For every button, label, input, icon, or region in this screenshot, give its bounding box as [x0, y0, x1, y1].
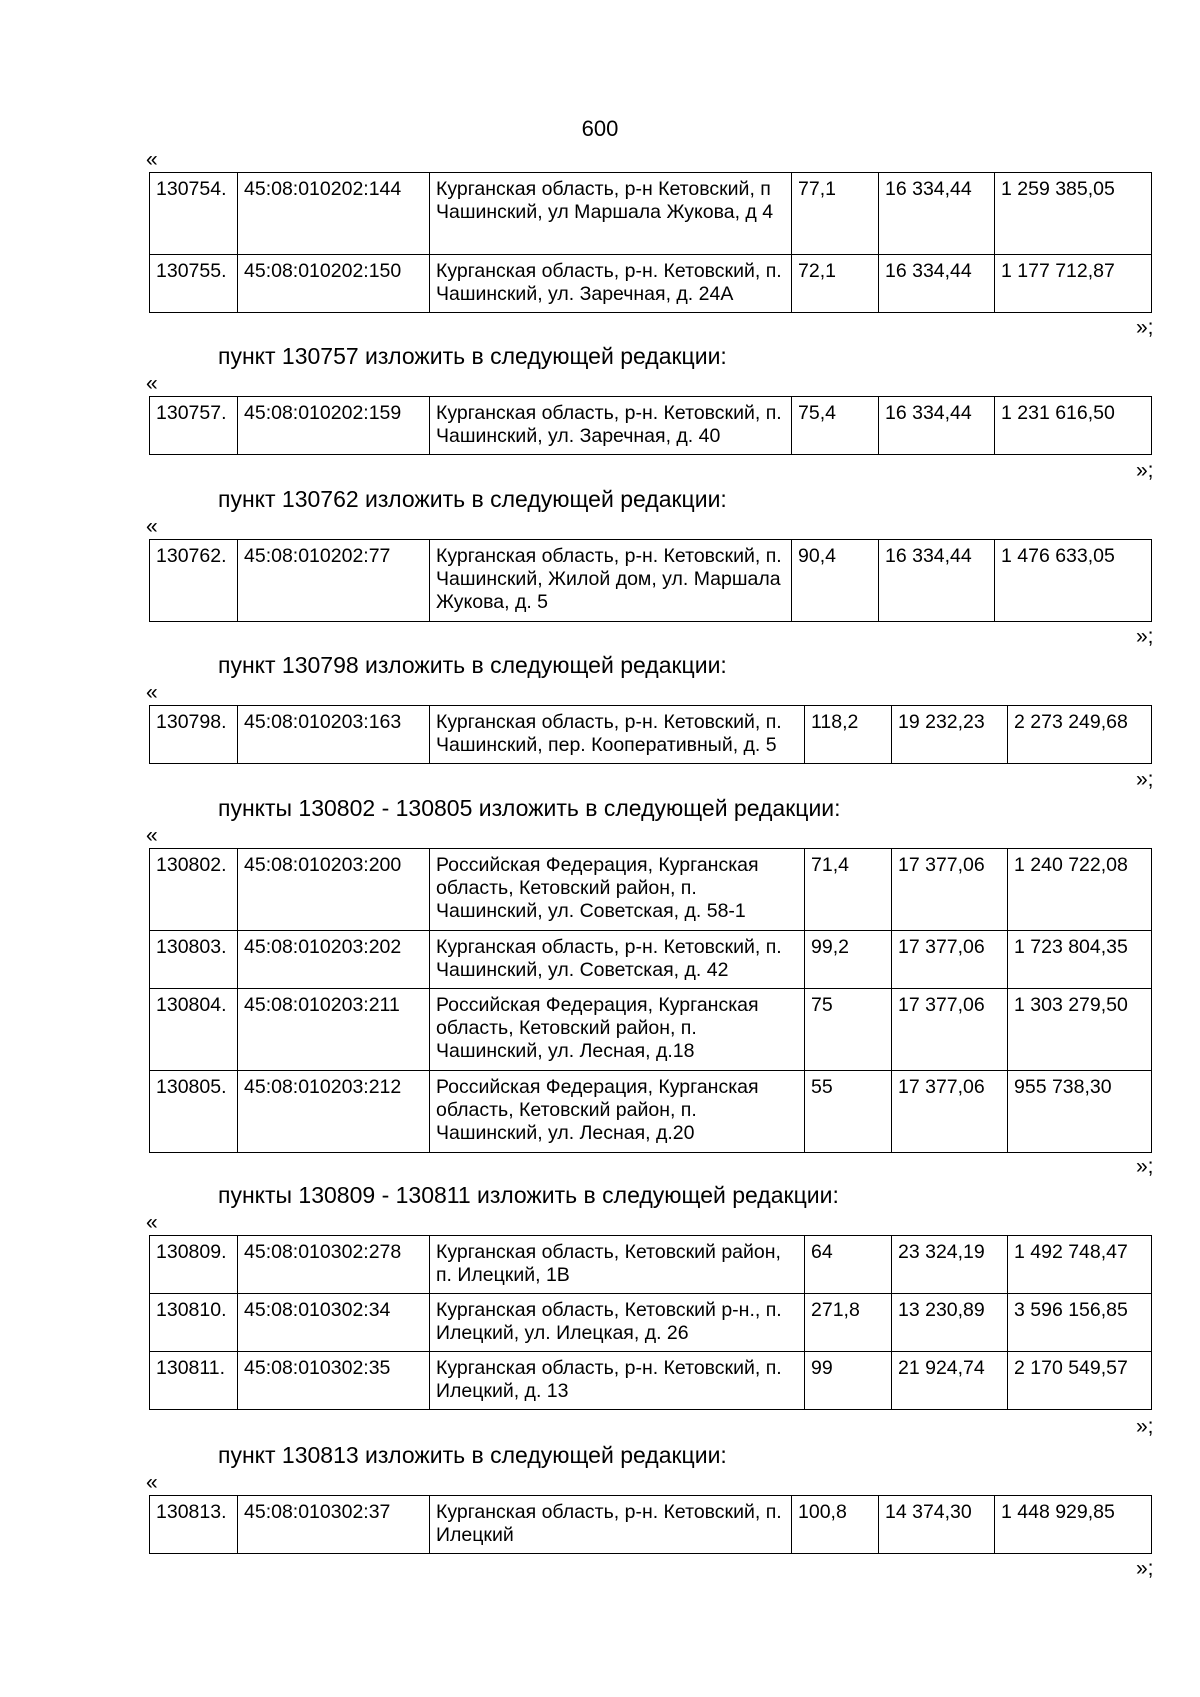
- instruction-text: пункт 130798 изложить в следующей редакции:: [218, 652, 727, 678]
- cadastral-value: 1 231 616,50: [995, 397, 1152, 455]
- area: 75: [805, 989, 892, 1071]
- rate: 21 924,74: [892, 1352, 1008, 1410]
- row-number: 130803.: [150, 931, 238, 989]
- area: 271,8: [805, 1294, 892, 1352]
- close-quote: »;: [1136, 1557, 1154, 1580]
- registry-table: [149, 1495, 1152, 1554]
- row-number: 130757.: [150, 397, 238, 455]
- open-quote: «: [146, 1211, 158, 1234]
- table-row: [150, 540, 1152, 622]
- table-row: [150, 255, 1152, 313]
- cadastral-number: 45:08:010203:212: [238, 1071, 430, 1153]
- row-number: 130762.: [150, 540, 238, 622]
- row-number: 130805.: [150, 1071, 238, 1153]
- instruction-text: пункт 130762 изложить в следующей редакции:: [218, 486, 727, 512]
- table-row: [150, 706, 1152, 764]
- row-number: 130802.: [150, 849, 238, 931]
- registry-table: [149, 1235, 1152, 1410]
- close-quote: »;: [1136, 625, 1154, 648]
- rate: 17 377,06: [892, 1071, 1008, 1153]
- area: 64: [805, 1236, 892, 1294]
- address: Курганская область, р-н. Кетовский, п. Чашинский, ул. Советская, д. 42: [430, 931, 805, 989]
- row-number: 130811.: [150, 1352, 238, 1410]
- cadastral-value: 2 273 249,68: [1008, 706, 1152, 764]
- row-number: 130754.: [150, 173, 238, 255]
- open-quote: «: [146, 681, 158, 704]
- table-row: [150, 931, 1152, 989]
- row-number: 130804.: [150, 989, 238, 1071]
- registry-table: [149, 848, 1152, 1153]
- open-quote: «: [146, 515, 158, 538]
- cadastral-number: 45:08:010302:37: [238, 1496, 430, 1554]
- table-row: [150, 989, 1152, 1071]
- address: Курганская область, Кетовский р-н., п. Илецкий, ул. Илецкая, д. 26: [430, 1294, 805, 1352]
- address: Курганская область, Кетовский район, п. Илецкий, 1В: [430, 1236, 805, 1294]
- rate: 16 334,44: [879, 173, 995, 255]
- rate: 17 377,06: [892, 989, 1008, 1071]
- close-quote: »;: [1136, 768, 1154, 791]
- cadastral-value: 2 170 549,57: [1008, 1352, 1152, 1410]
- area: 118,2: [805, 706, 892, 764]
- area: 75,4: [792, 397, 879, 455]
- address: Курганская область, р-н. Кетовский, п. Чашинский, пер. Кооперативный, д. 5: [430, 706, 805, 764]
- cadastral-value: 1 723 804,35: [1008, 931, 1152, 989]
- area: 99: [805, 1352, 892, 1410]
- close-quote: »;: [1136, 459, 1154, 482]
- rate: 14 374,30: [879, 1496, 995, 1554]
- open-quote: «: [146, 1471, 158, 1494]
- table-row: [150, 397, 1152, 455]
- instruction-text: пункт 130757 изложить в следующей редакции:: [218, 343, 727, 369]
- close-quote: »;: [1136, 316, 1154, 339]
- address: Российская Федерация, Курганская область, Кетовский район, п. Чашинский, ул. Советская, д. 58-1: [430, 849, 805, 931]
- row-number: 130809.: [150, 1236, 238, 1294]
- area: 100,8: [792, 1496, 879, 1554]
- area: 72,1: [792, 255, 879, 313]
- address: Курганская область, р-н. Кетовский, п. Илецкий, д. 13: [430, 1352, 805, 1410]
- table-row: [150, 849, 1152, 931]
- address: Курганская область, р-н. Кетовский, п. Чашинский, ул. Заречная, д. 24А: [430, 255, 792, 313]
- rate: 13 230,89: [892, 1294, 1008, 1352]
- instruction-text: пункты 130802 - 130805 изложить в следующей редакции:: [218, 795, 841, 821]
- area: 71,4: [805, 849, 892, 931]
- address: Курганская область, р-н. Кетовский, п. Чашинский, ул. Заречная, д. 40: [430, 397, 792, 455]
- cadastral-number: 45:08:010202:144: [238, 173, 430, 255]
- address: Курганская область, р-н. Кетовский, п. Чашинский, Жилой дом, ул. Маршала Жукова, д. 5: [430, 540, 792, 622]
- row-number: 130813.: [150, 1496, 238, 1554]
- instruction-text: пункты 130809 - 130811 изложить в следующей редакции:: [218, 1182, 839, 1208]
- cadastral-number: 45:08:010203:211: [238, 989, 430, 1071]
- cadastral-value: 3 596 156,85: [1008, 1294, 1152, 1352]
- address: Российская Федерация, Курганская область, Кетовский район, п. Чашинский, ул. Лесная, д.18: [430, 989, 805, 1071]
- area: 55: [805, 1071, 892, 1153]
- registry-table: [149, 539, 1152, 622]
- registry-table: [149, 705, 1152, 764]
- cadastral-number: 45:08:010202:150: [238, 255, 430, 313]
- address: Курганская область, р-н. Кетовский, п. Илецкий: [430, 1496, 792, 1554]
- rate: 16 334,44: [879, 255, 995, 313]
- open-quote: «: [146, 824, 158, 847]
- table-row: [150, 1071, 1152, 1153]
- cadastral-value: 1 240 722,08: [1008, 849, 1152, 931]
- rate: 23 324,19: [892, 1236, 1008, 1294]
- area: 90,4: [792, 540, 879, 622]
- cadastral-value: 1 492 748,47: [1008, 1236, 1152, 1294]
- cadastral-value: 1 177 712,87: [995, 255, 1152, 313]
- address: Курганская область, р-н Кетовский, п Чашинский, ул Маршала Жукова, д 4: [430, 173, 792, 255]
- close-quote: »;: [1136, 1415, 1154, 1438]
- rate: 17 377,06: [892, 849, 1008, 931]
- rate: 16 334,44: [879, 540, 995, 622]
- cadastral-number: 45:08:010302:34: [238, 1294, 430, 1352]
- cadastral-number: 45:08:010203:200: [238, 849, 430, 931]
- rate: 19 232,23: [892, 706, 1008, 764]
- row-number: 130755.: [150, 255, 238, 313]
- table-row: [150, 1236, 1152, 1294]
- address: Российская Федерация, Курганская область, Кетовский район, п. Чашинский, ул. Лесная, д.20: [430, 1071, 805, 1153]
- cadastral-value: 955 738,30: [1008, 1071, 1152, 1153]
- table-row: [150, 1496, 1152, 1554]
- cadastral-value: 1 476 633,05: [995, 540, 1152, 622]
- rate: 17 377,06: [892, 931, 1008, 989]
- open-quote: «: [146, 372, 158, 395]
- table-row: [150, 173, 1152, 255]
- rate: 16 334,44: [879, 397, 995, 455]
- cadastral-number: 45:08:010302:35: [238, 1352, 430, 1410]
- cadastral-number: 45:08:010203:163: [238, 706, 430, 764]
- registry-table: [149, 396, 1152, 455]
- area: 99,2: [805, 931, 892, 989]
- table-row: [150, 1352, 1152, 1410]
- row-number: 130798.: [150, 706, 238, 764]
- cadastral-value: 1 259 385,05: [995, 173, 1152, 255]
- cadastral-number: 45:08:010302:278: [238, 1236, 430, 1294]
- cadastral-number: 45:08:010202:77: [238, 540, 430, 622]
- area: 77,1: [792, 173, 879, 255]
- registry-table: [149, 172, 1152, 313]
- page-number: 600: [581, 116, 619, 141]
- row-number: 130810.: [150, 1294, 238, 1352]
- cadastral-number: 45:08:010202:159: [238, 397, 430, 455]
- open-quote: «: [146, 148, 158, 171]
- cadastral-value: 1 448 929,85: [995, 1496, 1152, 1554]
- instruction-text: пункт 130813 изложить в следующей редакции:: [218, 1442, 727, 1468]
- table-row: [150, 1294, 1152, 1352]
- cadastral-number: 45:08:010203:202: [238, 931, 430, 989]
- close-quote: »;: [1136, 1155, 1154, 1178]
- cadastral-value: 1 303 279,50: [1008, 989, 1152, 1071]
